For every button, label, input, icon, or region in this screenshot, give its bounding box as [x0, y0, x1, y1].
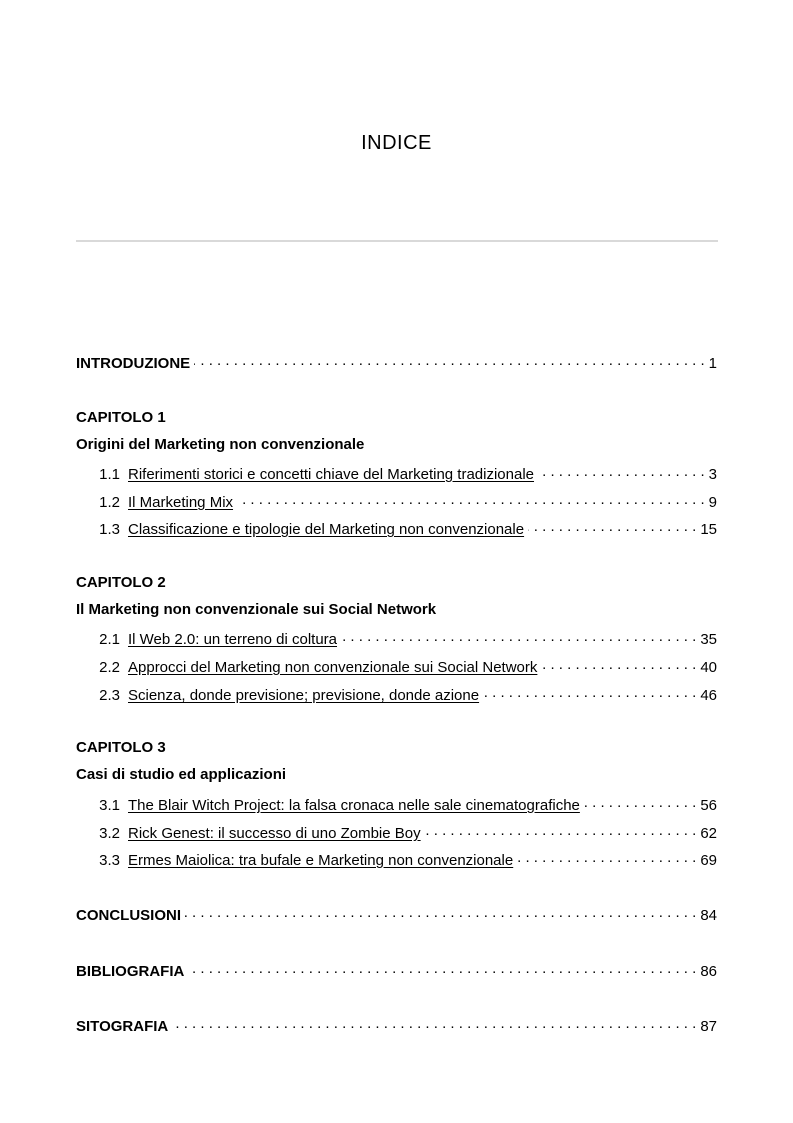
dot-leader: [517, 849, 696, 865]
dot-leader: [237, 491, 705, 507]
chapter-heading: CAPITOLO 3: [76, 739, 166, 756]
toc-page-number: 35: [700, 631, 717, 648]
toc-entry-section[interactable]: [76, 794, 717, 816]
toc-page-number: 56: [700, 797, 717, 814]
section-number: 3.2: [99, 825, 120, 842]
toc-page-number: 9: [708, 494, 717, 511]
dot-leader: [528, 518, 696, 534]
section-number: 1.2: [99, 494, 120, 511]
section-link[interactable]: The Blair Witch Project: la falsa cronaca nelle sale cinematografiche: [128, 797, 580, 814]
section-link[interactable]: Classificazione e tipologie del Marketing non convenzionale: [128, 521, 525, 538]
section-number: 2.2: [99, 659, 120, 676]
toc-page-number: 86: [700, 963, 717, 980]
section-link[interactable]: Approcci del Marketing non convenzionale sui Social Network: [128, 659, 538, 676]
toc-entry-section[interactable]: [76, 656, 717, 678]
section-number: 2.3: [99, 687, 120, 704]
toc-page-number: 84: [700, 907, 717, 924]
toc-entry-section[interactable]: [76, 491, 717, 513]
toc-entry-label: CONCLUSIONI: [76, 907, 181, 924]
toc-entry-label: BIBLIOGRAFIA: [76, 963, 185, 980]
dot-leader: [538, 463, 705, 479]
section-link[interactable]: Ermes Maiolica: tra bufale e Marketing non convenzionale: [128, 852, 514, 869]
section-link[interactable]: Scienza, donde previsione; previsione, donde azione: [128, 687, 480, 704]
toc-entry-section[interactable]: [76, 849, 717, 871]
dot-leader: [188, 960, 696, 976]
toc-page-number: 3: [708, 466, 717, 483]
toc-entry-section[interactable]: [76, 463, 717, 485]
dot-leader: [172, 1015, 696, 1031]
chapter-heading: CAPITOLO 2: [76, 574, 166, 591]
dot-leader: [194, 352, 704, 368]
dot-leader: [185, 904, 696, 920]
toc-entry-label: SITOGRAFIA: [76, 1018, 169, 1035]
toc-entry-section[interactable]: [76, 684, 717, 706]
toc-page-number: 46: [700, 687, 717, 704]
section-link[interactable]: Rick Genest: il successo di uno Zombie Boy: [128, 825, 421, 842]
toc-entry-section[interactable]: [76, 822, 717, 844]
toc-entry-bibliography[interactable]: [76, 960, 717, 982]
page-title: INDICE: [361, 132, 432, 154]
section-number: 1.3: [99, 521, 120, 538]
section-link[interactable]: Il Web 2.0: un terreno di coltura: [128, 631, 338, 648]
chapter-subtitle: Casi di studio ed applicazioni: [76, 766, 287, 783]
chapter-subtitle: Il Marketing non convenzionale sui Social Network: [76, 601, 437, 618]
toc-page-number: 69: [700, 852, 717, 869]
section-number: 1.1: [99, 466, 120, 483]
toc-page-number: 40: [700, 659, 717, 676]
dot-leader: [425, 822, 697, 838]
chapter-subtitle: Origini del Marketing non convenzionale: [76, 436, 365, 453]
section-link[interactable]: Riferimenti storici e concetti chiave del Marketing tradizionale: [128, 466, 535, 483]
divider: [76, 240, 718, 242]
section-number: 2.1: [99, 631, 120, 648]
toc-page-number: 87: [700, 1018, 717, 1035]
chapter-heading: CAPITOLO 1: [76, 409, 166, 426]
dot-leader: [341, 628, 696, 644]
section-number: 3.3: [99, 852, 120, 869]
toc-entry-webography[interactable]: [76, 1015, 717, 1037]
section-number: 3.1: [99, 797, 120, 814]
toc-page-number: 15: [700, 521, 717, 538]
toc-entry-conclusions[interactable]: [76, 904, 717, 926]
toc-entry-section[interactable]: [76, 518, 717, 540]
dot-leader: [483, 684, 696, 700]
toc-page-number: 1: [708, 355, 717, 372]
dot-leader: [584, 794, 696, 810]
toc-page-number: 62: [700, 825, 717, 842]
toc-entry-section[interactable]: [76, 628, 717, 650]
section-link[interactable]: Il Marketing Mix: [128, 494, 234, 511]
toc-entry-introduction[interactable]: [76, 352, 717, 374]
toc-entry-label: INTRODUZIONE: [76, 355, 191, 372]
dot-leader: [541, 656, 696, 672]
